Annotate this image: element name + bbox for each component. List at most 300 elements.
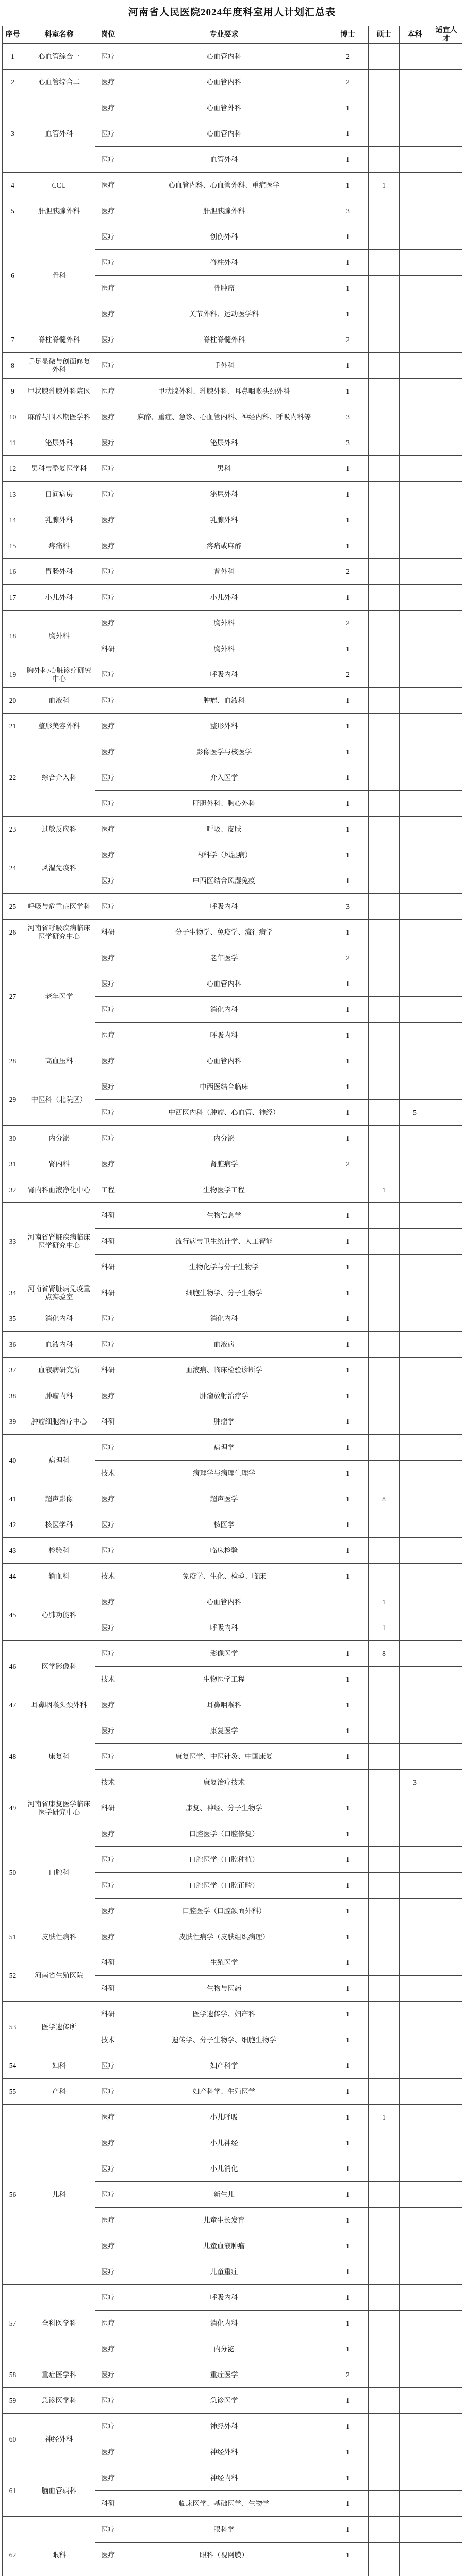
master-count [369, 250, 400, 276]
phd-count: 1 [327, 1435, 369, 1461]
table-row [3, 1641, 462, 1667]
phd-count: 1 [327, 1744, 369, 1770]
position: 医疗 [95, 2233, 121, 2259]
master-count [369, 688, 400, 714]
row-index: 38 [3, 1383, 23, 1409]
major-requirement: 心血管内科 [121, 44, 327, 70]
table-row [3, 1486, 462, 1512]
phd-count: 1 [327, 2388, 369, 2414]
suitable-talent-count [430, 2130, 462, 2156]
position: 医疗 [95, 2311, 121, 2336]
major-requirement: 遗传学、分子生物学、细胞生物学 [121, 2027, 327, 2053]
suitable-talent-count [430, 121, 462, 147]
phd-count [327, 1770, 369, 1795]
row-index: 55 [3, 2079, 23, 2105]
position: 医疗 [95, 198, 121, 224]
bachelor-count [400, 1486, 430, 1512]
header-department: 科室名称 [23, 26, 95, 44]
master-count [369, 842, 400, 868]
position: 医疗 [95, 2208, 121, 2233]
suitable-talent-count [430, 1332, 462, 1358]
bachelor-count [400, 585, 430, 611]
phd-count: 1 [327, 2002, 369, 2027]
suitable-talent-count [430, 44, 462, 70]
suitable-talent-count [430, 1976, 462, 2002]
major-requirement: 心血管外科 [121, 95, 327, 121]
phd-count: 1 [327, 2105, 369, 2130]
master-count [369, 1744, 400, 1770]
bachelor-count [400, 2105, 430, 2130]
suitable-talent-count [430, 971, 462, 997]
bachelor-count [400, 2543, 430, 2568]
bachelor-count [400, 662, 430, 688]
position: 医疗 [95, 765, 121, 791]
suitable-talent-count [430, 301, 462, 327]
suitable-talent-count [430, 1821, 462, 1847]
row-index: 9 [3, 379, 23, 404]
table-row [3, 842, 462, 868]
bachelor-count [400, 1203, 430, 1229]
row-index: 31 [3, 1151, 23, 1177]
table-row [3, 817, 462, 842]
bachelor-count [400, 611, 430, 636]
suitable-talent-count [430, 997, 462, 1023]
position: 医疗 [95, 1383, 121, 1409]
position: 医疗 [95, 95, 121, 121]
department-name: 妇科 [23, 2053, 95, 2079]
phd-count: 1 [327, 997, 369, 1023]
suitable-talent-count [430, 2517, 462, 2543]
master-count [369, 1899, 400, 1924]
table-header-row [3, 26, 462, 44]
position: 医疗 [95, 2285, 121, 2311]
department-name: 医学影像科 [23, 1641, 95, 1692]
phd-count: 1 [327, 1074, 369, 1100]
major-requirement: 分子生物学、免疫学、流行病学 [121, 920, 327, 945]
major-requirement [121, 2568, 327, 2576]
bachelor-count [400, 2491, 430, 2517]
suitable-talent-count [430, 1100, 462, 1126]
position: 医疗 [95, 2130, 121, 2156]
position: 技术 [95, 1461, 121, 1486]
department-name: 口腔科 [23, 1821, 95, 1924]
table-row [3, 1280, 462, 1306]
row-index: 1 [3, 44, 23, 70]
position: 医疗 [95, 456, 121, 482]
suitable-talent-count [430, 456, 462, 482]
suitable-talent-count [430, 276, 462, 301]
master-count [369, 456, 400, 482]
position: 医疗 [95, 1023, 121, 1048]
document-title: 河南省人民医院2024年度科室用人计划汇总表 [128, 7, 336, 18]
master-count [369, 2285, 400, 2311]
row-index: 5 [3, 198, 23, 224]
department-name: 老年医学 [23, 945, 95, 1048]
master-count [369, 2156, 400, 2182]
master-count [369, 765, 400, 791]
bachelor-count [400, 2311, 430, 2336]
suitable-talent-count [430, 662, 462, 688]
master-count [369, 533, 400, 559]
bachelor-count [400, 173, 430, 198]
department-name: 血液内科 [23, 1332, 95, 1358]
phd-count: 1 [327, 1873, 369, 1899]
position: 医疗 [95, 997, 121, 1023]
table-row [3, 430, 462, 456]
major-requirement: 脊柱脊髓外科 [121, 327, 327, 353]
table-row [3, 1718, 462, 1744]
major-requirement: 疼痛或麻醉 [121, 533, 327, 559]
department-name: 风湿免疫科 [23, 842, 95, 894]
suitable-talent-count [430, 1435, 462, 1461]
suitable-talent-count [430, 1383, 462, 1409]
bachelor-count [400, 920, 430, 945]
department-name: 脊柱脊髓外科 [23, 327, 95, 353]
suitable-talent-count [430, 1770, 462, 1795]
position: 科研 [95, 1976, 121, 2002]
suitable-talent-count [430, 1151, 462, 1177]
row-index: 16 [3, 559, 23, 585]
suitable-talent-count [430, 1667, 462, 1692]
suitable-talent-count [430, 353, 462, 379]
major-requirement: 病理学 [121, 1435, 327, 1461]
position: 医疗 [95, 1718, 121, 1744]
row-index: 15 [3, 533, 23, 559]
table-row [3, 1074, 462, 1100]
major-requirement: 皮肤性病学（皮肤组织病理） [121, 1924, 327, 1950]
master-count [369, 2465, 400, 2491]
bachelor-count [400, 1023, 430, 1048]
suitable-talent-count [430, 2439, 462, 2465]
master-count [369, 2439, 400, 2465]
master-count [369, 1255, 400, 1280]
major-requirement: 儿童重症 [121, 2259, 327, 2285]
department-name: 血管外科 [23, 95, 95, 173]
major-requirement: 肿瘤、血液科 [121, 688, 327, 714]
phd-count: 1 [327, 2285, 369, 2311]
row-index: 4 [3, 173, 23, 198]
master-count [369, 1074, 400, 1100]
master-count [369, 2336, 400, 2362]
table-row [3, 585, 462, 611]
phd-count: 1 [327, 1023, 369, 1048]
position: 科研 [95, 1229, 121, 1255]
suitable-talent-count [430, 147, 462, 173]
phd-count: 2 [327, 1151, 369, 1177]
major-requirement: 心血管内科 [121, 121, 327, 147]
table-row [3, 1950, 462, 1976]
bachelor-count [400, 1306, 430, 1332]
master-count: 8 [369, 1641, 400, 1667]
department-name: CCU [23, 173, 95, 198]
suitable-talent-count [430, 327, 462, 353]
department-name: 呼吸与危重症医学科 [23, 894, 95, 920]
suitable-talent-count [430, 817, 462, 842]
phd-count: 1 [327, 2208, 369, 2233]
department-name: 高血压科 [23, 1048, 95, 1074]
position: 医疗 [95, 224, 121, 250]
phd-count: 1 [327, 507, 369, 533]
row-index: 14 [3, 507, 23, 533]
position: 科研 [95, 1280, 121, 1306]
suitable-talent-count [430, 2156, 462, 2182]
master-count [369, 662, 400, 688]
major-requirement: 心血管内科 [121, 1048, 327, 1074]
major-requirement: 手外科 [121, 353, 327, 379]
position: 医疗 [95, 662, 121, 688]
phd-count: 1 [327, 1383, 369, 1409]
phd-count: 1 [327, 1126, 369, 1151]
position: 医疗 [95, 482, 121, 507]
phd-count: 1 [327, 276, 369, 301]
position: 医疗 [95, 1126, 121, 1151]
phd-count: 1 [327, 2233, 369, 2259]
master-count [369, 868, 400, 894]
major-requirement: 急诊医学 [121, 2388, 327, 2414]
position: 医疗 [95, 791, 121, 817]
bachelor-count [400, 2285, 430, 2311]
master-count: 1 [369, 1589, 400, 1615]
suitable-talent-count [430, 2543, 462, 2568]
row-index: 59 [3, 2388, 23, 2414]
suitable-talent-count [430, 1641, 462, 1667]
row-index: 58 [3, 2362, 23, 2388]
bachelor-count [400, 2259, 430, 2285]
phd-count: 1 [327, 2182, 369, 2208]
phd-count: 1 [327, 1100, 369, 1126]
major-requirement: 免疫学、生化、检验、临床 [121, 1564, 327, 1589]
master-count [369, 1126, 400, 1151]
row-index: 3 [3, 95, 23, 173]
bachelor-count [400, 2568, 430, 2576]
table-row [3, 44, 462, 70]
bachelor-count [400, 1976, 430, 2002]
master-count [369, 1203, 400, 1229]
major-requirement: 临床医学、基础医学、生物学 [121, 2491, 327, 2517]
bachelor-count [400, 559, 430, 585]
phd-count: 1 [327, 920, 369, 945]
row-index: 22 [3, 739, 23, 817]
row-index: 49 [3, 1795, 23, 1821]
major-requirement: 生物医学工程 [121, 1177, 327, 1203]
master-count [369, 2079, 400, 2105]
row-index: 20 [3, 688, 23, 714]
phd-count: 2 [327, 44, 369, 70]
major-requirement: 生殖医学 [121, 1950, 327, 1976]
phd-count: 1 [327, 1667, 369, 1692]
master-count [369, 945, 400, 971]
row-index: 7 [3, 327, 23, 353]
master-count [369, 611, 400, 636]
position: 医疗 [95, 894, 121, 920]
position: 科研 [95, 1409, 121, 1435]
phd-count: 1 [327, 2414, 369, 2439]
row-index: 23 [3, 817, 23, 842]
phd-count: 2 [327, 662, 369, 688]
table-row [3, 1126, 462, 1151]
major-requirement: 眼科（视网膜） [121, 2543, 327, 2568]
master-count [369, 971, 400, 997]
suitable-talent-count [430, 2002, 462, 2027]
department-name: 河南省肾脏病免疫重点实验室 [23, 1280, 95, 1306]
phd-count: 1 [327, 533, 369, 559]
department-name: 整形美容外科 [23, 714, 95, 739]
major-requirement: 医学遗传学、妇产科 [121, 2002, 327, 2027]
bachelor-count [400, 997, 430, 1023]
master-count [369, 379, 400, 404]
master-count [369, 224, 400, 250]
row-index: 11 [3, 430, 23, 456]
row-index: 10 [3, 404, 23, 430]
table-row [3, 1564, 462, 1589]
suitable-talent-count [430, 379, 462, 404]
phd-count: 1 [327, 1306, 369, 1332]
position: 医疗 [95, 70, 121, 95]
master-count [369, 44, 400, 70]
bachelor-count [400, 1924, 430, 1950]
phd-count: 1 [327, 2517, 369, 2543]
row-index: 48 [3, 1718, 23, 1795]
department-name: 甲状腺乳腺外科院区 [23, 379, 95, 404]
department-name: 肾内科 [23, 1151, 95, 1177]
suitable-talent-count [430, 945, 462, 971]
suitable-talent-count [430, 1306, 462, 1332]
department-name: 消化内科 [23, 1306, 95, 1332]
suitable-talent-count [430, 868, 462, 894]
header-major: 专业要求 [121, 26, 327, 44]
suitable-talent-count [430, 688, 462, 714]
phd-count: 1 [327, 482, 369, 507]
major-requirement: 妇产科学、生殖医学 [121, 2079, 327, 2105]
master-count [369, 147, 400, 173]
position: 医疗 [95, 1486, 121, 1512]
row-index: 60 [3, 2414, 23, 2465]
position: 医疗 [95, 945, 121, 971]
department-name: 麻醉与围术期医学科 [23, 404, 95, 430]
row-index: 12 [3, 456, 23, 482]
department-name: 肾内科血液净化中心 [23, 1177, 95, 1203]
phd-count [327, 1177, 369, 1203]
phd-count: 1 [327, 868, 369, 894]
bachelor-count [400, 482, 430, 507]
bachelor-count [400, 1151, 430, 1177]
department-name: 康复科 [23, 1718, 95, 1795]
major-requirement: 神经外科 [121, 2414, 327, 2439]
suitable-talent-count [430, 2208, 462, 2233]
department-name: 手足显微与创面修复外科 [23, 353, 95, 379]
phd-count: 2 [327, 611, 369, 636]
row-index: 28 [3, 1048, 23, 1074]
phd-count: 1 [327, 1821, 369, 1847]
bachelor-count [400, 327, 430, 353]
phd-count: 1 [327, 636, 369, 662]
major-requirement: 生物与医药 [121, 1976, 327, 2002]
phd-count: 1 [327, 1847, 369, 1873]
suitable-talent-count [430, 1873, 462, 1899]
table-row [3, 920, 462, 945]
position: 医疗 [95, 1151, 121, 1177]
position: 医疗 [95, 1074, 121, 1100]
major-requirement: 肿瘤学 [121, 1409, 327, 1435]
bachelor-count [400, 198, 430, 224]
position: 医疗 [95, 1615, 121, 1641]
major-requirement: 整形外科 [121, 714, 327, 739]
bachelor-count [400, 2079, 430, 2105]
master-count [369, 1280, 400, 1306]
master-count [369, 2053, 400, 2079]
major-requirement: 甲状腺外科、乳腺外科、耳鼻咽喉头颈外科 [121, 379, 327, 404]
position: 医疗 [95, 739, 121, 765]
master-count [369, 353, 400, 379]
major-requirement: 神经内科 [121, 2465, 327, 2491]
phd-count: 1 [327, 1641, 369, 1667]
table-row [3, 353, 462, 379]
major-requirement: 呼吸内科 [121, 2285, 327, 2311]
table-row [3, 1795, 462, 1821]
major-requirement: 呼吸内科 [121, 1615, 327, 1641]
suitable-talent-count [430, 2053, 462, 2079]
master-count [369, 2517, 400, 2543]
major-requirement: 泌尿外科 [121, 482, 327, 507]
position: 医疗 [95, 1744, 121, 1770]
bachelor-count [400, 791, 430, 817]
phd-count: 1 [327, 1358, 369, 1383]
bachelor-count [400, 1177, 430, 1203]
bachelor-count: 3 [400, 1770, 430, 1795]
master-count [369, 1023, 400, 1048]
row-index: 35 [3, 1306, 23, 1332]
department-name: 肿瘤细胞治疗中心 [23, 1409, 95, 1435]
master-count [369, 739, 400, 765]
master-count: 1 [369, 1615, 400, 1641]
suitable-talent-count [430, 842, 462, 868]
phd-count: 1 [327, 2465, 369, 2491]
suitable-talent-count [430, 2027, 462, 2053]
row-index: 26 [3, 920, 23, 945]
department-name: 日间病房 [23, 482, 95, 507]
table-row [3, 1151, 462, 1177]
bachelor-count [400, 945, 430, 971]
department-name: 超声影像 [23, 1486, 95, 1512]
position: 医疗 [95, 1589, 121, 1615]
master-count [369, 636, 400, 662]
department-name: 内分泌 [23, 1126, 95, 1151]
position: 医疗 [95, 1435, 121, 1461]
major-requirement: 介入医学 [121, 765, 327, 791]
department-name: 产科 [23, 2079, 95, 2105]
bachelor-count [400, 1744, 430, 1770]
phd-count: 1 [327, 1280, 369, 1306]
suitable-talent-count [430, 2182, 462, 2208]
department-name: 河南省肾脏疾病临床医学研究中心 [23, 1203, 95, 1280]
suitable-talent-count [430, 1461, 462, 1486]
position: 技术 [95, 2027, 121, 2053]
major-requirement: 口腔医学（口腔种植） [121, 1847, 327, 1873]
bachelor-count [400, 1718, 430, 1744]
position: 医疗 [95, 2517, 121, 2543]
bachelor-count [400, 2388, 430, 2414]
phd-count: 1 [327, 842, 369, 868]
suitable-talent-count [430, 2233, 462, 2259]
phd-count: 1 [327, 1564, 369, 1589]
major-requirement: 核医学 [121, 1512, 327, 1538]
phd-count: 1 [327, 971, 369, 997]
table-row [3, 739, 462, 765]
major-requirement: 内分泌 [121, 2336, 327, 2362]
master-count [369, 1667, 400, 1692]
bachelor-count [400, 404, 430, 430]
row-index: 17 [3, 585, 23, 611]
